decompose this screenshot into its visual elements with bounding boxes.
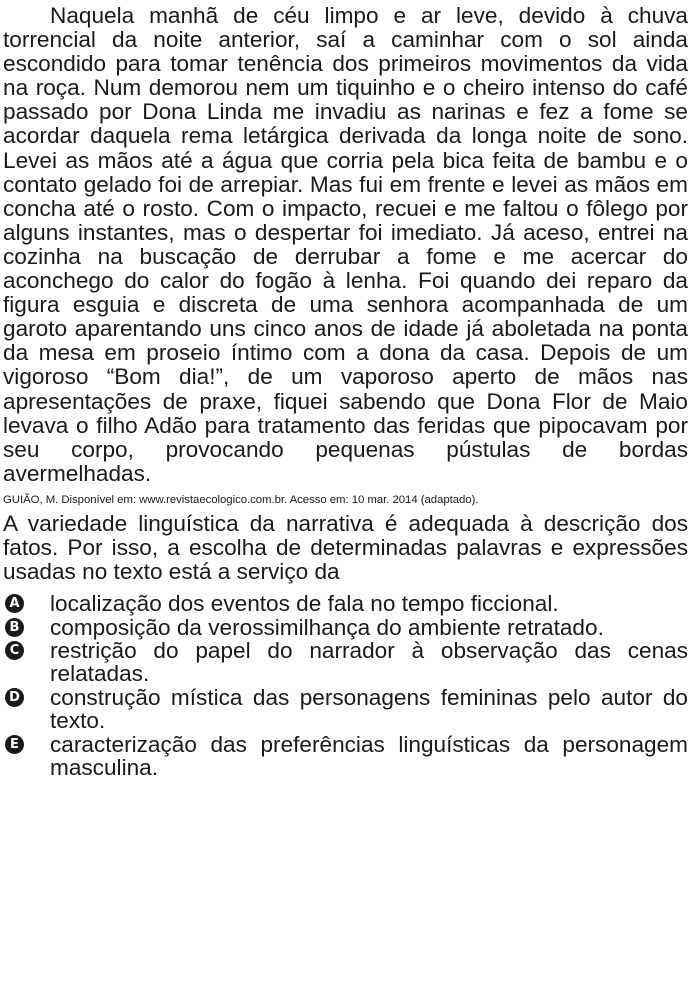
option-b-text: composição da verossimilhança do ambiente retratado. [50,614,604,640]
option-d[interactable] [3,686,688,733]
option-c-text: restrição do papel do narrador à observação das cenas relatadas. [50,637,688,687]
option-e[interactable] [3,733,688,780]
option-d-badge: D [5,688,24,707]
answer-options [3,592,688,779]
option-b[interactable] [3,616,688,639]
option-d-text: construção mística das personagens femininas pelo autor do texto. [50,684,688,734]
option-b-badge: B [5,618,24,637]
option-c[interactable] [3,639,688,686]
option-a[interactable] [3,592,688,615]
option-a-text: localização dos eventos de fala no tempo ficcional. [50,591,559,617]
option-a-badge: A [5,594,24,613]
question-stem: A variedade linguística da narrativa é adequada à descrição dos fatos. Por isso, a escolha de determinadas palavras e expressões usadas no texto está a serviço da [3,510,688,585]
option-c-badge: C [5,641,24,660]
passage-text: Naquela manhã de céu limpo e ar leve, devido à chuva torrencial da noite anterior, saí a caminhar com o sol ainda escondido para tomar tenência dos primeiros movimentos da vida na roça. Num demorou nem um tiquinho e o cheiro intenso do café passado por Dona Linda me invadiu as narinas e fez a fome se acordar daquela rema letárgica derivada da longa noite de sono. Levei as mãos até a água que corria pela bica feita de bambu e o contato gelado foi de arrepiar. Mas fui em frente e levei as mãos em concha até o rosto. Com o impacto, recuei e me faltou o fôlego por alguns instantes, mas o despertar foi imediato. Já aceso, entrei na cozinha na buscação de derrubar a fome e me acercar do aconchego do calor do fogão à lenha. Foi quando dei reparo da figura esguia e discreta de uma senhora acompanhada de um garoto aparentando uns cinco anos de idade já aboletada na ponta da mesa em proseio íntimo com a dona da casa. Depois de um vigoroso “Bom dia!”, de um vaporoso aperto de mãos nas apresentações de praxe, fiquei sabendo que Dona Flor de Maio levava o filho Adão para tratamento das feridas que pipocavam por seu corpo, provocando pequenas pústulas de bordas avermelhadas. [3,3,688,486]
option-e-badge: E [5,735,24,754]
option-e-text: caracterização das preferências linguísticas da personagem masculina. [50,731,688,780]
source-citation: GUIÃO, M. Disponível em: www.revistaecologico.com.br. Acesso em: 10 mar. 2014 (adaptado). [3,493,479,506]
